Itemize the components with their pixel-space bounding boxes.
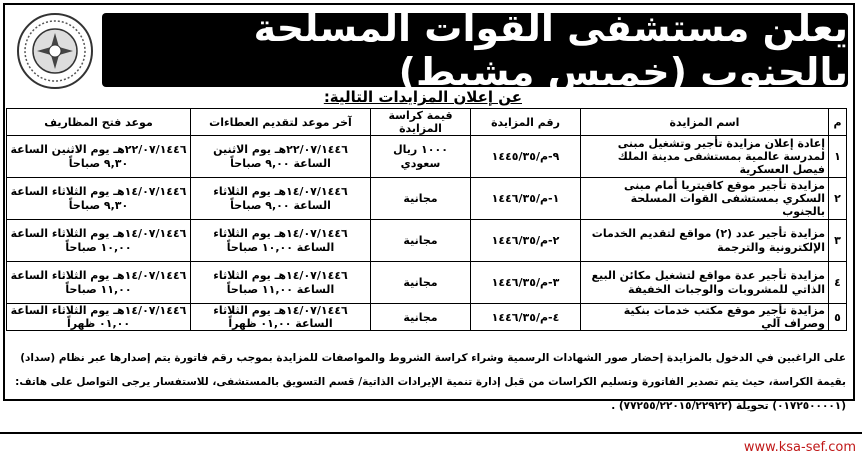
table-row [7,220,847,262]
auction-name: مزايدة تأجير عدة مواقع لتشغيل مكائن البيع الذاتي للمشروبات والوجبات الخفيفة [581,262,829,304]
deadline: ٢٢/٠٧/١٤٤٦هـ يوم الاثنين الساعة ٩,٠٠ صباحاً [191,136,371,178]
divider [0,432,862,434]
auction-name: إعادة إعلان مزايدة تأجير وتشغيل مبنى لمدرسة عالمية بمستشفى مدينة الملك فيصل العسكرية [581,136,829,178]
auction-name: مزايدة تأجير عدد (٢) مواقع لتقديم الخدمات الإلكترونية والترجمة [581,220,829,262]
auction-ref: ١-م/١٤٤٦/٣٥ [471,178,581,220]
booklet-fee: مجانية [371,178,471,220]
table-row [7,136,847,178]
table-row [7,304,847,331]
table-row [7,178,847,220]
row-number: ٣ [829,220,847,262]
deadline: ١٤/٠٧/١٤٤٦هـ يوم الثلاثاء الساعة ٩,٠٠ صباحاً [191,178,371,220]
table-header-row [7,109,847,136]
auction-ref: ٤-م/١٤٤٦/٣٥ [471,304,581,331]
row-number: ٢ [829,178,847,220]
column-header: اسم المزايدة [581,109,829,136]
opening-date: ١٤/٠٧/١٤٤٦هـ يوم الثلاثاء الساعة ٩,٣٠ صباحاً [7,178,191,220]
instructions-text: على الراغبين في الدخول بالمزايدة إحضار صور الشهادات الرسمية وشراء كراسة الشروط والمواصفات للمزايدة بموجب رقم فاتورة يتم إصدارها عبر نظام (سداد) بقيمة الكراسة، حيث يتم تصدير الفاتورة وتسليم الكراسات من قبل إدارة تنمية الإيرادات الذاتية/ قسم التسويق بالمستشفى، للاستفسار يرجى التواصل على هاتف: (٠١٧٢٥٠٠٠٠١) تحويلة (٧٧٢٥٥/٢٢٠١٥/٢٢٩٢٢) . [15,352,846,412]
column-header: قيمة كراسة المزايدة [371,109,471,136]
auction-ref: ٩-م/١٤٤٥/٣٥ [471,136,581,178]
booklet-fee: مجانية [371,220,471,262]
booklet-fee: مجانية [371,304,471,331]
deadline: ١٤/٠٧/١٤٤٦هـ يوم الثلاثاء الساعة ١١,٠٠ صباحاً [191,262,371,304]
column-header: آخر موعد لتقديم العطاءات [191,109,371,136]
column-header: موعد فتح المظاريف [7,109,191,136]
row-number: ١ [829,136,847,178]
column-header: م [829,109,847,136]
table-row [7,262,847,304]
auction-ref: ٣-م/١٤٤٦/٣٥ [471,262,581,304]
auction-name: مزايدة تأجير موقع مكتب خدمات بنكية وصراف آلي [581,304,829,331]
row-number: ٤ [829,262,847,304]
opening-date: ١٤/٠٧/١٤٤٦هـ يوم الثلاثاء الساعة ١١,٠٠ صباحاً [7,262,191,304]
column-header: رقم المزايدة [471,109,581,136]
deadline: ١٤/٠٧/١٤٤٦هـ يوم الثلاثاء الساعة ٠١,٠٠ ظهراً [191,304,371,331]
source-link[interactable]: www.ksa-sef.com [743,440,856,455]
opening-date: ١٤/٠٧/١٤٤٦هـ يوم الثلاثاء الساعة ٠١,٠٠ ظهراً [7,304,191,331]
deadline: ١٤/٠٧/١٤٤٦هـ يوم الثلاثاء الساعة ١٠,٠٠ صباحاً [191,220,371,262]
opening-date: ١٤/٠٧/١٤٤٦هـ يوم الثلاثاء الساعة ١٠,٠٠ صباحاً [7,220,191,262]
hospital-emblem-icon [15,11,95,91]
auction-name: مزايدة تأجير موقع كافيتريا أمام مبنى السكري بمستشفى القوات المسلحة بالجنوب [581,178,829,220]
page-title: يعلن مستشفى القوات المسلحة بالجنوب (خميس مشيط) [102,13,848,87]
booklet-fee: مجانية [371,262,471,304]
booklet-fee: ١٠٠٠ ريال سعودي [371,136,471,178]
auctions-table [6,108,847,331]
opening-date: ٢٢/٠٧/١٤٤٦هـ يوم الاثنين الساعة ٩,٣٠ صباحاً [7,136,191,178]
subtitle: عن إعلان المزايدات التالية: [323,88,522,106]
auction-ref: ٢-م/١٤٤٦/٣٥ [471,220,581,262]
row-number: ٥ [829,304,847,331]
